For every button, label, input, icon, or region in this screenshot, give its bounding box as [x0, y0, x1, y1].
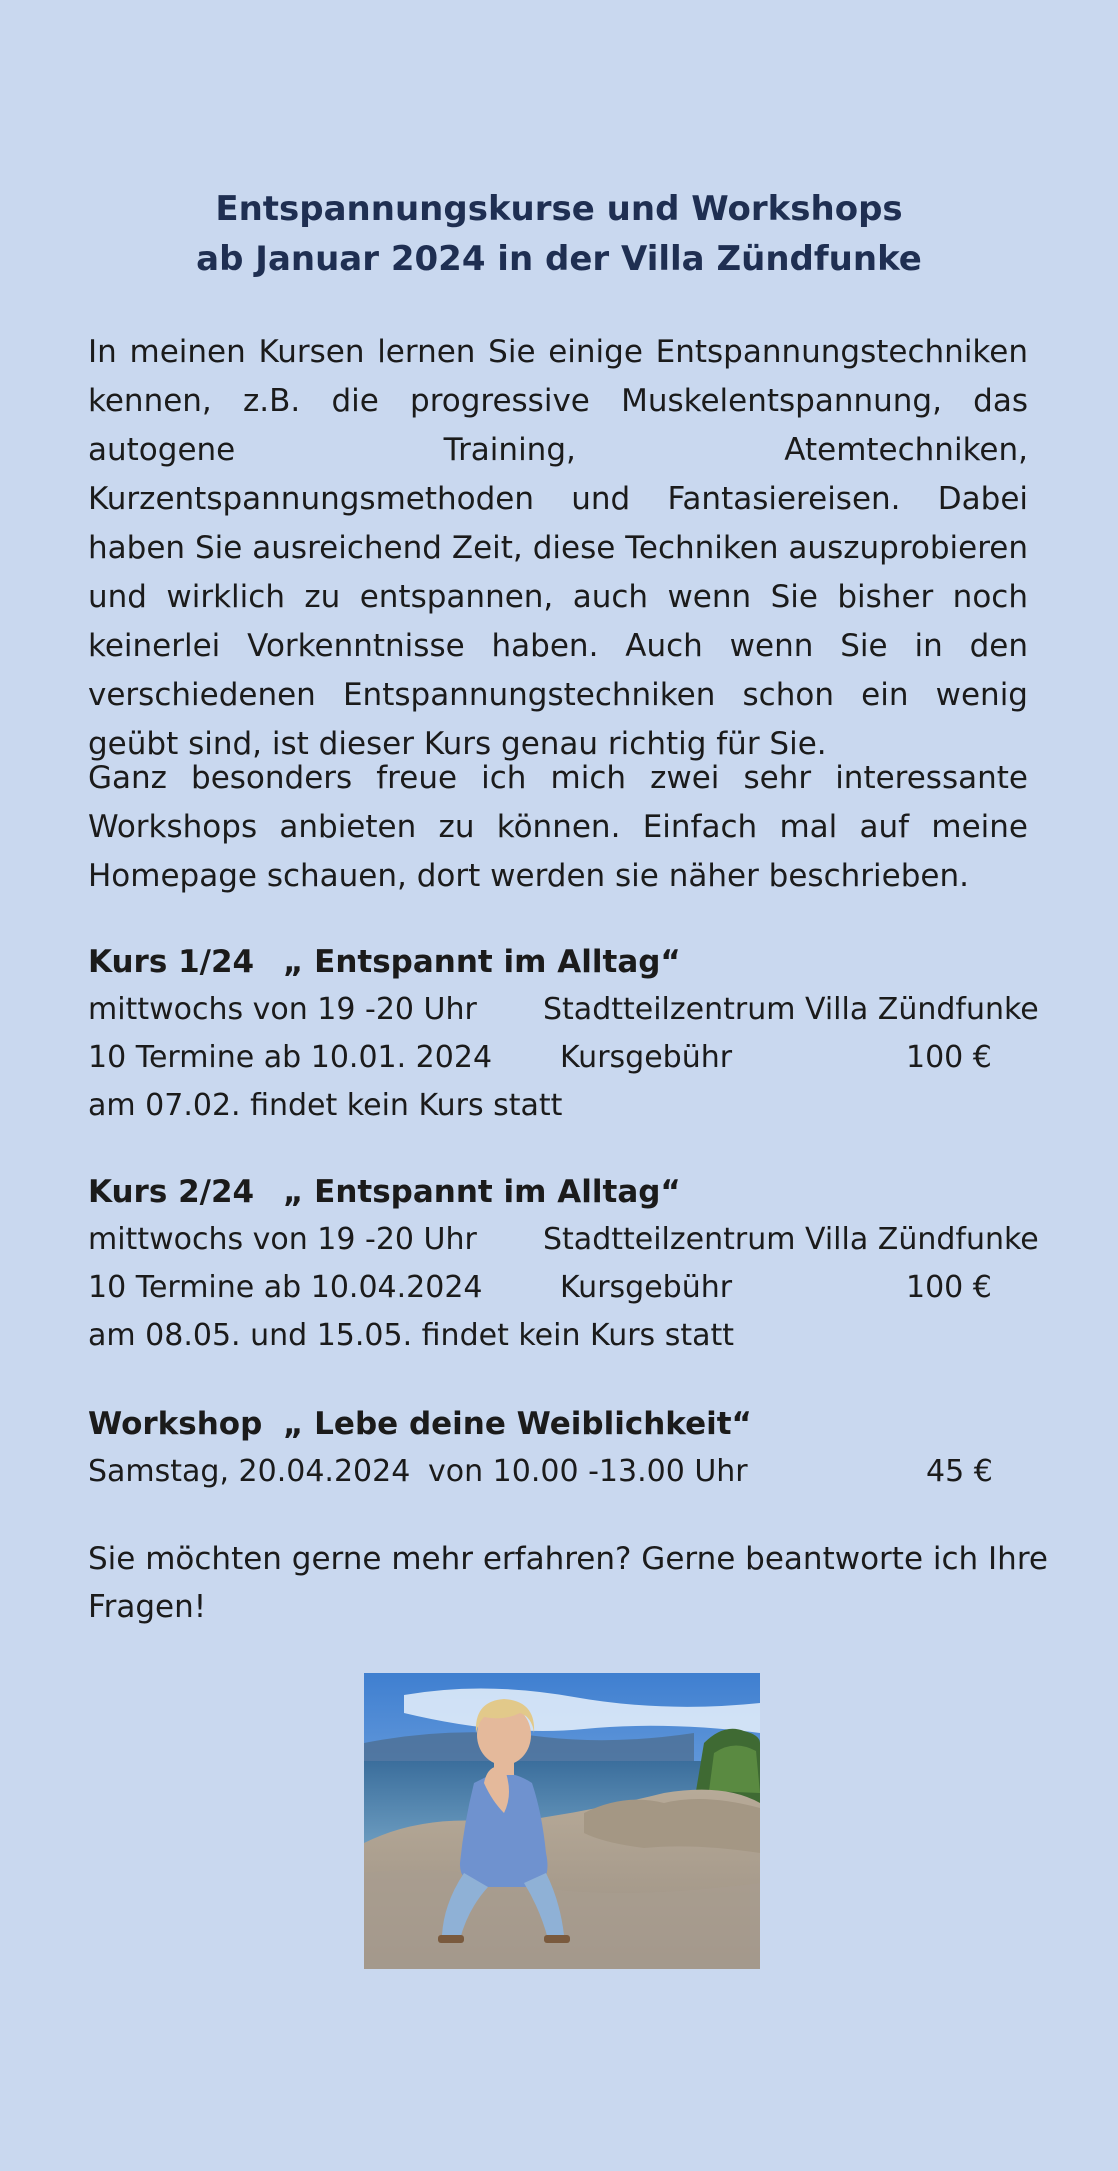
page-title	[0, 184, 1118, 284]
course-code: Kurs 2/24	[88, 1174, 255, 1210]
course-2	[88, 1168, 1048, 1360]
course-name: „ Entspannt im Alltag“	[283, 1174, 681, 1210]
course-note: am 07.02. findet kein Kurs statt	[88, 1088, 563, 1123]
title-line-2: ab Januar 2024 in der Villa Zündfunke	[196, 239, 922, 279]
workshop-name: „ Lebe deine Weiblichkeit“	[283, 1406, 752, 1442]
course-dates: 10 Termine ab 10.01. 2024	[88, 1040, 493, 1075]
intro-paragraph-2: Ganz besonders freue ich mich zwei sehr interessante Workshops anbieten zu können. Einfach mal auf meine Homepage schauen, dort werden sie näher beschrieben.	[88, 760, 1028, 894]
intro-paragraph-1: In meinen Kursen lernen Sie einige Entspannungstechniken kennen, z.B. die progressive Muskelentspannung, das autogene Training, Atemtechniken, Kurzentspannungsmethoden und Fantasiereisen. Dabei haben Sie ausreichend Zeit, diese Techniken auszuprobieren und wirklich zu entspannen, auch wenn Sie bisher noch keinerlei Vorkenntnisse haben. Auch wenn Sie in den verschiedenen Entspannungstechniken schon ein wenig geübt sind, ist dieser Kurs genau richtig für Sie.	[88, 334, 1028, 762]
workshop-date: Samstag, 20.04.2024	[88, 1454, 411, 1489]
workshop-code: Workshop	[88, 1406, 263, 1442]
workshop-time: von 10.00 -13.00 Uhr	[428, 1454, 748, 1489]
closing-text: Sie möchten gerne mehr erfahren? Gerne beantworte ich Ihre Fragen!	[88, 1541, 1048, 1625]
course-location: Stadtteilzentrum Villa Zündfunke	[543, 1222, 1039, 1257]
course-name: „ Entspannt im Alltag“	[283, 944, 681, 980]
course-dates: 10 Termine ab 10.04.2024	[88, 1270, 483, 1305]
portrait-photo	[364, 1673, 760, 1969]
course-fee-label: Kursgebühr	[560, 1040, 733, 1075]
portrait-photo-illustration	[364, 1673, 760, 1969]
course-note: am 08.05. und 15.05. findet kein Kurs statt	[88, 1318, 735, 1353]
course-location: Stadtteilzentrum Villa Zündfunke	[543, 992, 1039, 1027]
course-fee: 100 €	[906, 1270, 992, 1305]
course-schedule: mittwochs von 19 -20 Uhr	[88, 1222, 477, 1257]
course-code: Kurs 1/24	[88, 944, 255, 980]
course-fee: 100 €	[906, 1040, 992, 1075]
course-fee-label: Kursgebühr	[560, 1270, 733, 1305]
workshop-fee: 45 €	[926, 1454, 993, 1489]
course-schedule: mittwochs von 19 -20 Uhr	[88, 992, 477, 1027]
course-1	[88, 938, 1048, 1130]
workshop	[88, 1400, 1048, 1496]
title-line-1: Entspannungskurse und Workshops	[215, 189, 903, 229]
